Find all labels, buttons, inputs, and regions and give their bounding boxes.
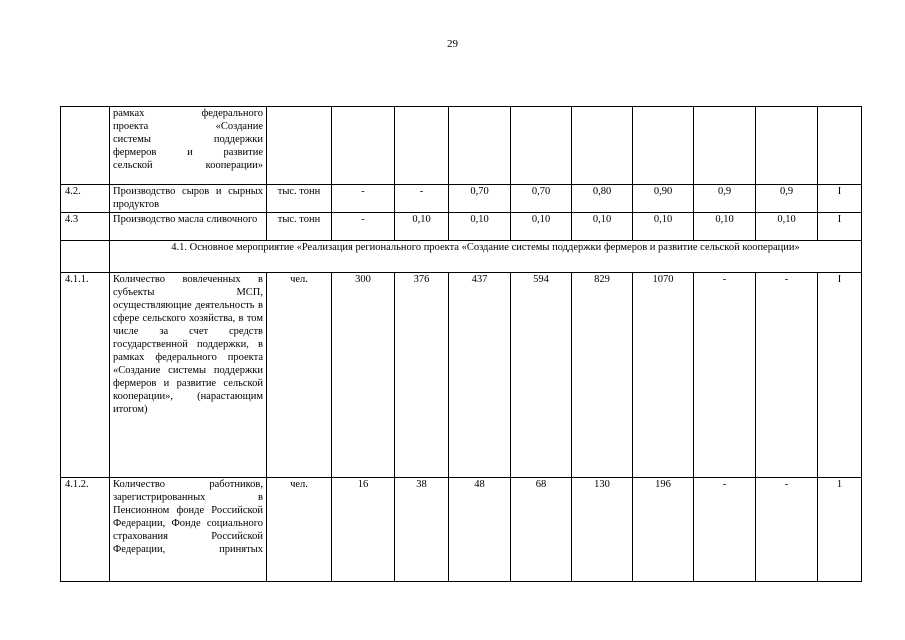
value-cell: 48	[449, 478, 511, 582]
name-cell: Количество работников, зарегистрированных в Пенсионном фонде Российской Федерации, Фонде социального страхования Российской Федерации, принятых	[110, 478, 267, 582]
unit-cell: тыс. тонн	[267, 213, 332, 241]
unit-cell	[267, 107, 332, 185]
value-cell: 0,10	[572, 213, 633, 241]
section-title: 4.1. Основное мероприятие «Реализация регионального проекта «Создание системы поддержки фермеров и развитие сельской кооперации»	[110, 241, 862, 273]
code-cell	[61, 107, 110, 185]
value-cell: 0,70	[449, 185, 511, 213]
value-cell: 437	[449, 273, 511, 478]
name-cell	[110, 107, 267, 185]
value-cell: 130	[572, 478, 633, 582]
code-cell	[61, 241, 110, 273]
value-cell: -	[694, 273, 756, 478]
code-cell: 4.2.	[61, 185, 110, 213]
value-cell	[694, 107, 756, 185]
value-cell: 0,10	[694, 213, 756, 241]
code-cell: 4.1.2.	[61, 478, 110, 582]
page-number: 29	[447, 38, 458, 50]
value-cell: 0,70	[511, 185, 572, 213]
value-cell: 68	[511, 478, 572, 582]
code-cell: 4.3	[61, 213, 110, 241]
value-cell	[756, 107, 818, 185]
value-cell: 1070	[633, 273, 694, 478]
unit-cell: тыс. тонн	[267, 185, 332, 213]
value-cell: 0,10	[449, 213, 511, 241]
value-cell: 0,10	[633, 213, 694, 241]
value-cell: 196	[633, 478, 694, 582]
table-row	[61, 273, 862, 478]
value-cell: 0,9	[694, 185, 756, 213]
value-cell: 0,90	[633, 185, 694, 213]
value-cell	[332, 107, 395, 185]
value-cell: -	[756, 478, 818, 582]
table-row	[61, 185, 862, 213]
value-cell: -	[332, 185, 395, 213]
value-cell: 829	[572, 273, 633, 478]
name-cell: Производство масла сливочного	[110, 213, 267, 241]
value-cell: -	[694, 478, 756, 582]
value-cell: 0,10	[511, 213, 572, 241]
value-cell: -	[332, 213, 395, 241]
code-cell: 4.1.1.	[61, 273, 110, 478]
name-cell: Производство сыров и сырных продуктов	[110, 185, 267, 213]
value-cell: 16	[332, 478, 395, 582]
value-cell: -	[395, 185, 449, 213]
value-cell: 594	[511, 273, 572, 478]
value-cell: 0,10	[395, 213, 449, 241]
table-row	[61, 107, 862, 185]
name-cell: Количество вовлеченных в субъекты МСП, осуществляющие деятельность в сфере сельского хозяйства, в том числе за счет средств государственной поддержки, в рамках федерального проекта «Создание системы поддержки фермеров и развитие сельской кооперации», (нарастающим итогом)	[110, 273, 267, 478]
value-cell: 1	[818, 478, 862, 582]
value-cell: 0,9	[756, 185, 818, 213]
value-cell: 38	[395, 478, 449, 582]
value-cell: 300	[332, 273, 395, 478]
value-cell: 0,10	[756, 213, 818, 241]
value-cell	[395, 107, 449, 185]
value-cell: 0,80	[572, 185, 633, 213]
value-cell: 376	[395, 273, 449, 478]
value-cell	[818, 107, 862, 185]
value-cell: I	[818, 213, 862, 241]
unit-cell: чел.	[267, 273, 332, 478]
indicator-table	[60, 106, 862, 582]
value-cell	[511, 107, 572, 185]
value-cell: -	[756, 273, 818, 478]
value-cell	[449, 107, 511, 185]
value-cell: I	[818, 273, 862, 478]
value-cell	[633, 107, 694, 185]
unit-cell: чел.	[267, 478, 332, 582]
table-row	[61, 478, 862, 582]
name-text: рамках федерального проекта «Создание системы поддержки фермеров и развитие сельской кооперации»	[113, 108, 263, 171]
value-cell: I	[818, 185, 862, 213]
section-row	[61, 241, 862, 273]
table-row	[61, 213, 862, 241]
value-cell	[572, 107, 633, 185]
